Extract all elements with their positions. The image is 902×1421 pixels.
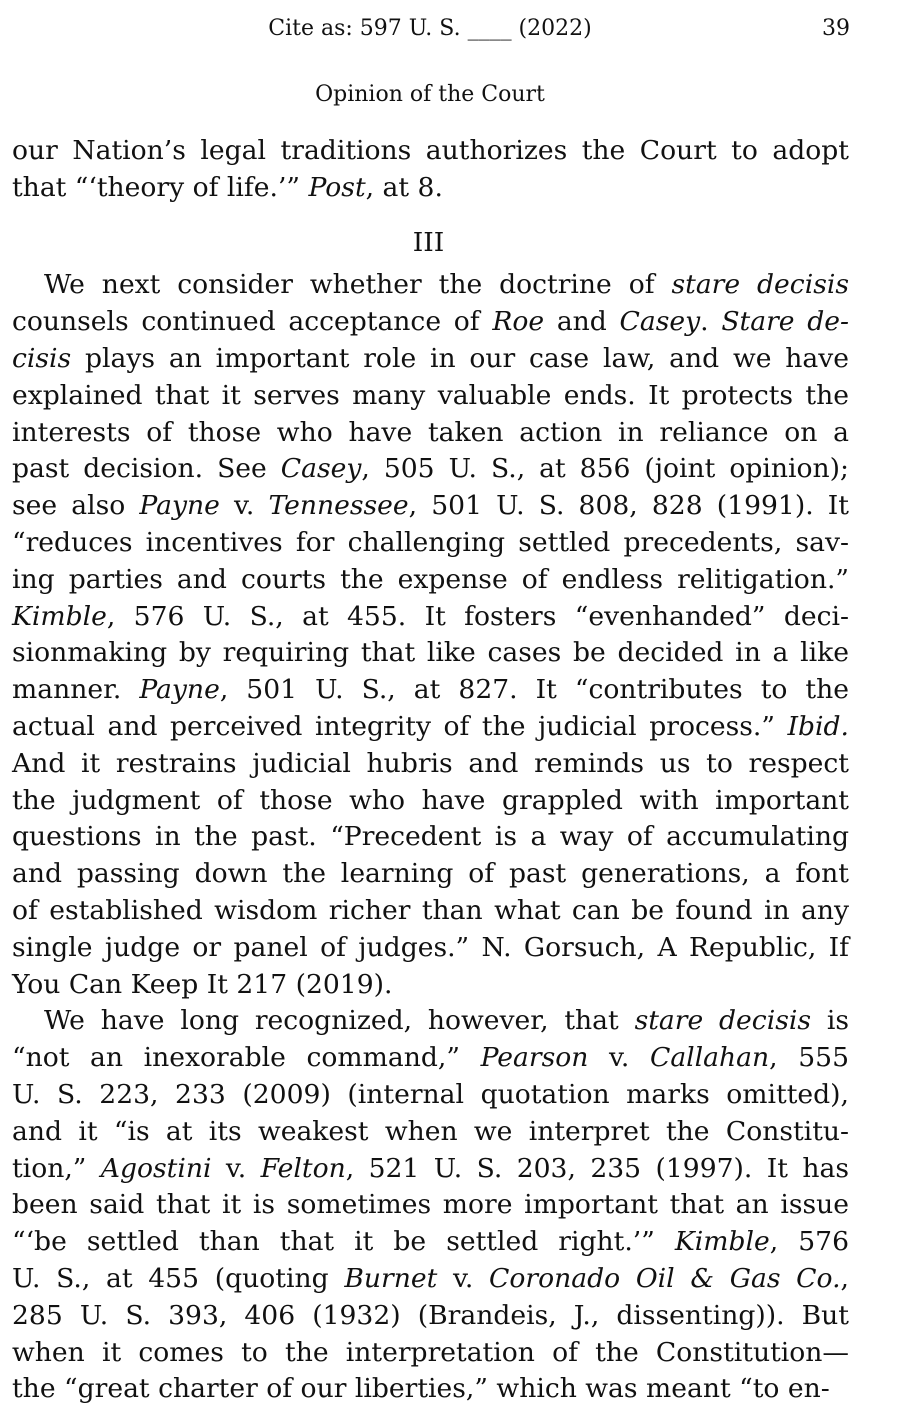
text-run: “reduces incentives for challenging settled precedents, sav-: [12, 526, 849, 558]
text-line: [12, 783, 849, 820]
text-line: [12, 635, 849, 672]
text-run: , 505 U. S., at 856 (joint opinion);: [361, 453, 849, 485]
text-run: v.: [211, 1152, 261, 1184]
text-run: We have long recognized, however, that: [44, 1005, 635, 1037]
text-line: [12, 746, 849, 783]
text-line: [12, 488, 849, 525]
text-run: v.: [588, 1042, 650, 1074]
text-run: ,: [840, 1262, 849, 1294]
text-line: [12, 930, 849, 967]
italic-text: Casey: [619, 306, 701, 338]
text-line: [12, 415, 849, 452]
text-line: [12, 1151, 849, 1188]
text-line: [12, 1371, 849, 1408]
text-run: “not an inexorable command,”: [12, 1042, 481, 1074]
text-line: [12, 856, 849, 893]
italic-text: stare decisis: [634, 1005, 811, 1037]
text-run: “‘be settled than that it be settled right.’”: [12, 1226, 675, 1258]
text-run: sionmaking by requiring that like cases be decided in a like: [12, 637, 849, 669]
text-line: [12, 967, 849, 1004]
text-line: [12, 599, 849, 636]
text-line: [12, 1261, 849, 1298]
italic-text: Kimble: [12, 600, 107, 632]
text-run: 285 U. S. 393, 406 (1932) (Brandeis, J., dissenting)). But: [12, 1299, 849, 1331]
text-run: , 576: [769, 1226, 850, 1258]
text-run: ing parties and courts the expense of endless relitigation.”: [12, 563, 849, 595]
text-run: interests of those who have taken action in reliance on a: [12, 416, 849, 448]
italic-text: Stare de-: [721, 306, 849, 338]
text-run: explained that it serves many valuable ends. It protects the: [12, 379, 849, 411]
text-line: [12, 133, 849, 170]
text-line: [12, 267, 849, 304]
italic-text: Payne: [139, 674, 220, 706]
text-run: tion,”: [12, 1152, 101, 1184]
text-run: manner.: [12, 674, 140, 706]
italic-text: Coronado Oil & Gas Co.: [489, 1262, 841, 1294]
text-line: [12, 1040, 849, 1077]
text-run: questions in the past. “Precedent is a way of accumulating: [12, 821, 849, 853]
italic-text: Felton: [260, 1152, 346, 1184]
italic-text: Payne: [139, 490, 220, 522]
text-run: the “great charter of our liberties,” which was meant “to en-: [12, 1373, 830, 1405]
text-line: [12, 378, 849, 415]
text-run: U. S. 223, 233 (2009) (internal quotation marks omitted),: [12, 1078, 849, 1110]
text-line: [12, 1077, 849, 1114]
italic-text: Ibid.: [787, 710, 849, 742]
opinion-label: Opinion of the Court: [315, 82, 545, 107]
italic-text: Agostini: [100, 1152, 212, 1184]
text-line: [12, 1114, 849, 1151]
text-line: [12, 304, 849, 341]
text-line: [12, 1335, 849, 1372]
text-line: [12, 170, 849, 207]
italic-text: Pearson: [480, 1042, 589, 1074]
text-line: [12, 1298, 849, 1335]
text-run: actual and perceived integrity of the judicial process.”: [12, 710, 788, 742]
paragraph-stare-decisis: [12, 267, 849, 1003]
paragraph-continued: [12, 133, 849, 207]
text-run: v.: [219, 490, 269, 522]
text-run: and it “is at its weakest when we interpret the Constitu-: [12, 1115, 849, 1147]
italic-text: Callahan: [649, 1042, 770, 1074]
citation-header: Cite as: 597 U. S. ____ (2022): [268, 16, 592, 41]
text-run: been said that it is sometimes more important that an issue: [12, 1189, 849, 1221]
italic-text: Casey: [280, 453, 362, 485]
text-line: [12, 819, 849, 856]
text-run: , at 8.: [365, 171, 443, 203]
text-run: And it restrains judicial hubris and reminds us to respect: [12, 747, 849, 779]
text-line: [12, 1224, 849, 1261]
italic-text: Burnet: [344, 1262, 438, 1294]
opinion-body: [12, 133, 849, 1408]
text-run: , 555: [769, 1042, 850, 1074]
text-run: when it comes to the interpretation of the Constitution—: [12, 1336, 849, 1368]
text-run: single judge or panel of judges.” N. Gorsuch, A Republic, If: [12, 931, 849, 963]
text-run: see also: [12, 490, 140, 522]
paragraph-long-recognized: [12, 1003, 849, 1408]
text-line: [12, 451, 849, 488]
text-run: U. S., at 455 (quoting: [12, 1262, 345, 1294]
text-line: [12, 893, 849, 930]
text-run: and: [544, 306, 620, 338]
text-run: You Can Keep It 217 (2019).: [12, 968, 393, 1000]
italic-text: Post: [308, 171, 366, 203]
text-run: , 501 U. S., at 827. It “contributes to the: [219, 674, 849, 706]
text-run: past decision. See: [12, 453, 281, 485]
page-number: 39: [822, 16, 850, 41]
text-run: We next consider whether the doctrine of: [44, 269, 672, 301]
text-line: [12, 672, 849, 709]
text-run: and passing down the learning of past generations, a font: [12, 858, 849, 890]
text-line: [12, 709, 849, 746]
text-line: [12, 525, 849, 562]
italic-text: Kimble: [674, 1226, 770, 1258]
text-run: is: [811, 1005, 849, 1037]
text-run: .: [700, 306, 722, 338]
italic-text: cisis: [12, 342, 72, 374]
text-run: v.: [437, 1262, 490, 1294]
text-run: that “‘theory of life.’”: [12, 171, 309, 203]
text-run: , 576 U. S., at 455. It fosters “evenhanded” deci-: [106, 600, 849, 632]
text-run: of established wisdom richer than what can be found in any: [12, 894, 849, 926]
text-line: [12, 1187, 849, 1224]
text-run: the judgment of those who have grappled with important: [12, 784, 849, 816]
text-run: , 501 U. S. 808, 828 (1991). It: [408, 490, 849, 522]
section-heading: III: [412, 226, 445, 258]
italic-text: stare decisis: [671, 269, 849, 301]
running-head: [0, 14, 902, 44]
text-line: [12, 1003, 849, 1040]
text-line: [12, 341, 849, 378]
text-run: , 521 U. S. 203, 235 (1997). It has: [345, 1152, 850, 1184]
italic-text: Roe: [492, 306, 545, 338]
text-run: our Nation’s legal traditions authorizes the Court to adopt: [12, 135, 849, 166]
text-run: plays an important role in our case law, and we have: [71, 342, 849, 374]
text-run: counsels continued acceptance of: [12, 306, 493, 338]
text-line: [12, 562, 849, 599]
italic-text: Tennessee: [268, 490, 409, 522]
